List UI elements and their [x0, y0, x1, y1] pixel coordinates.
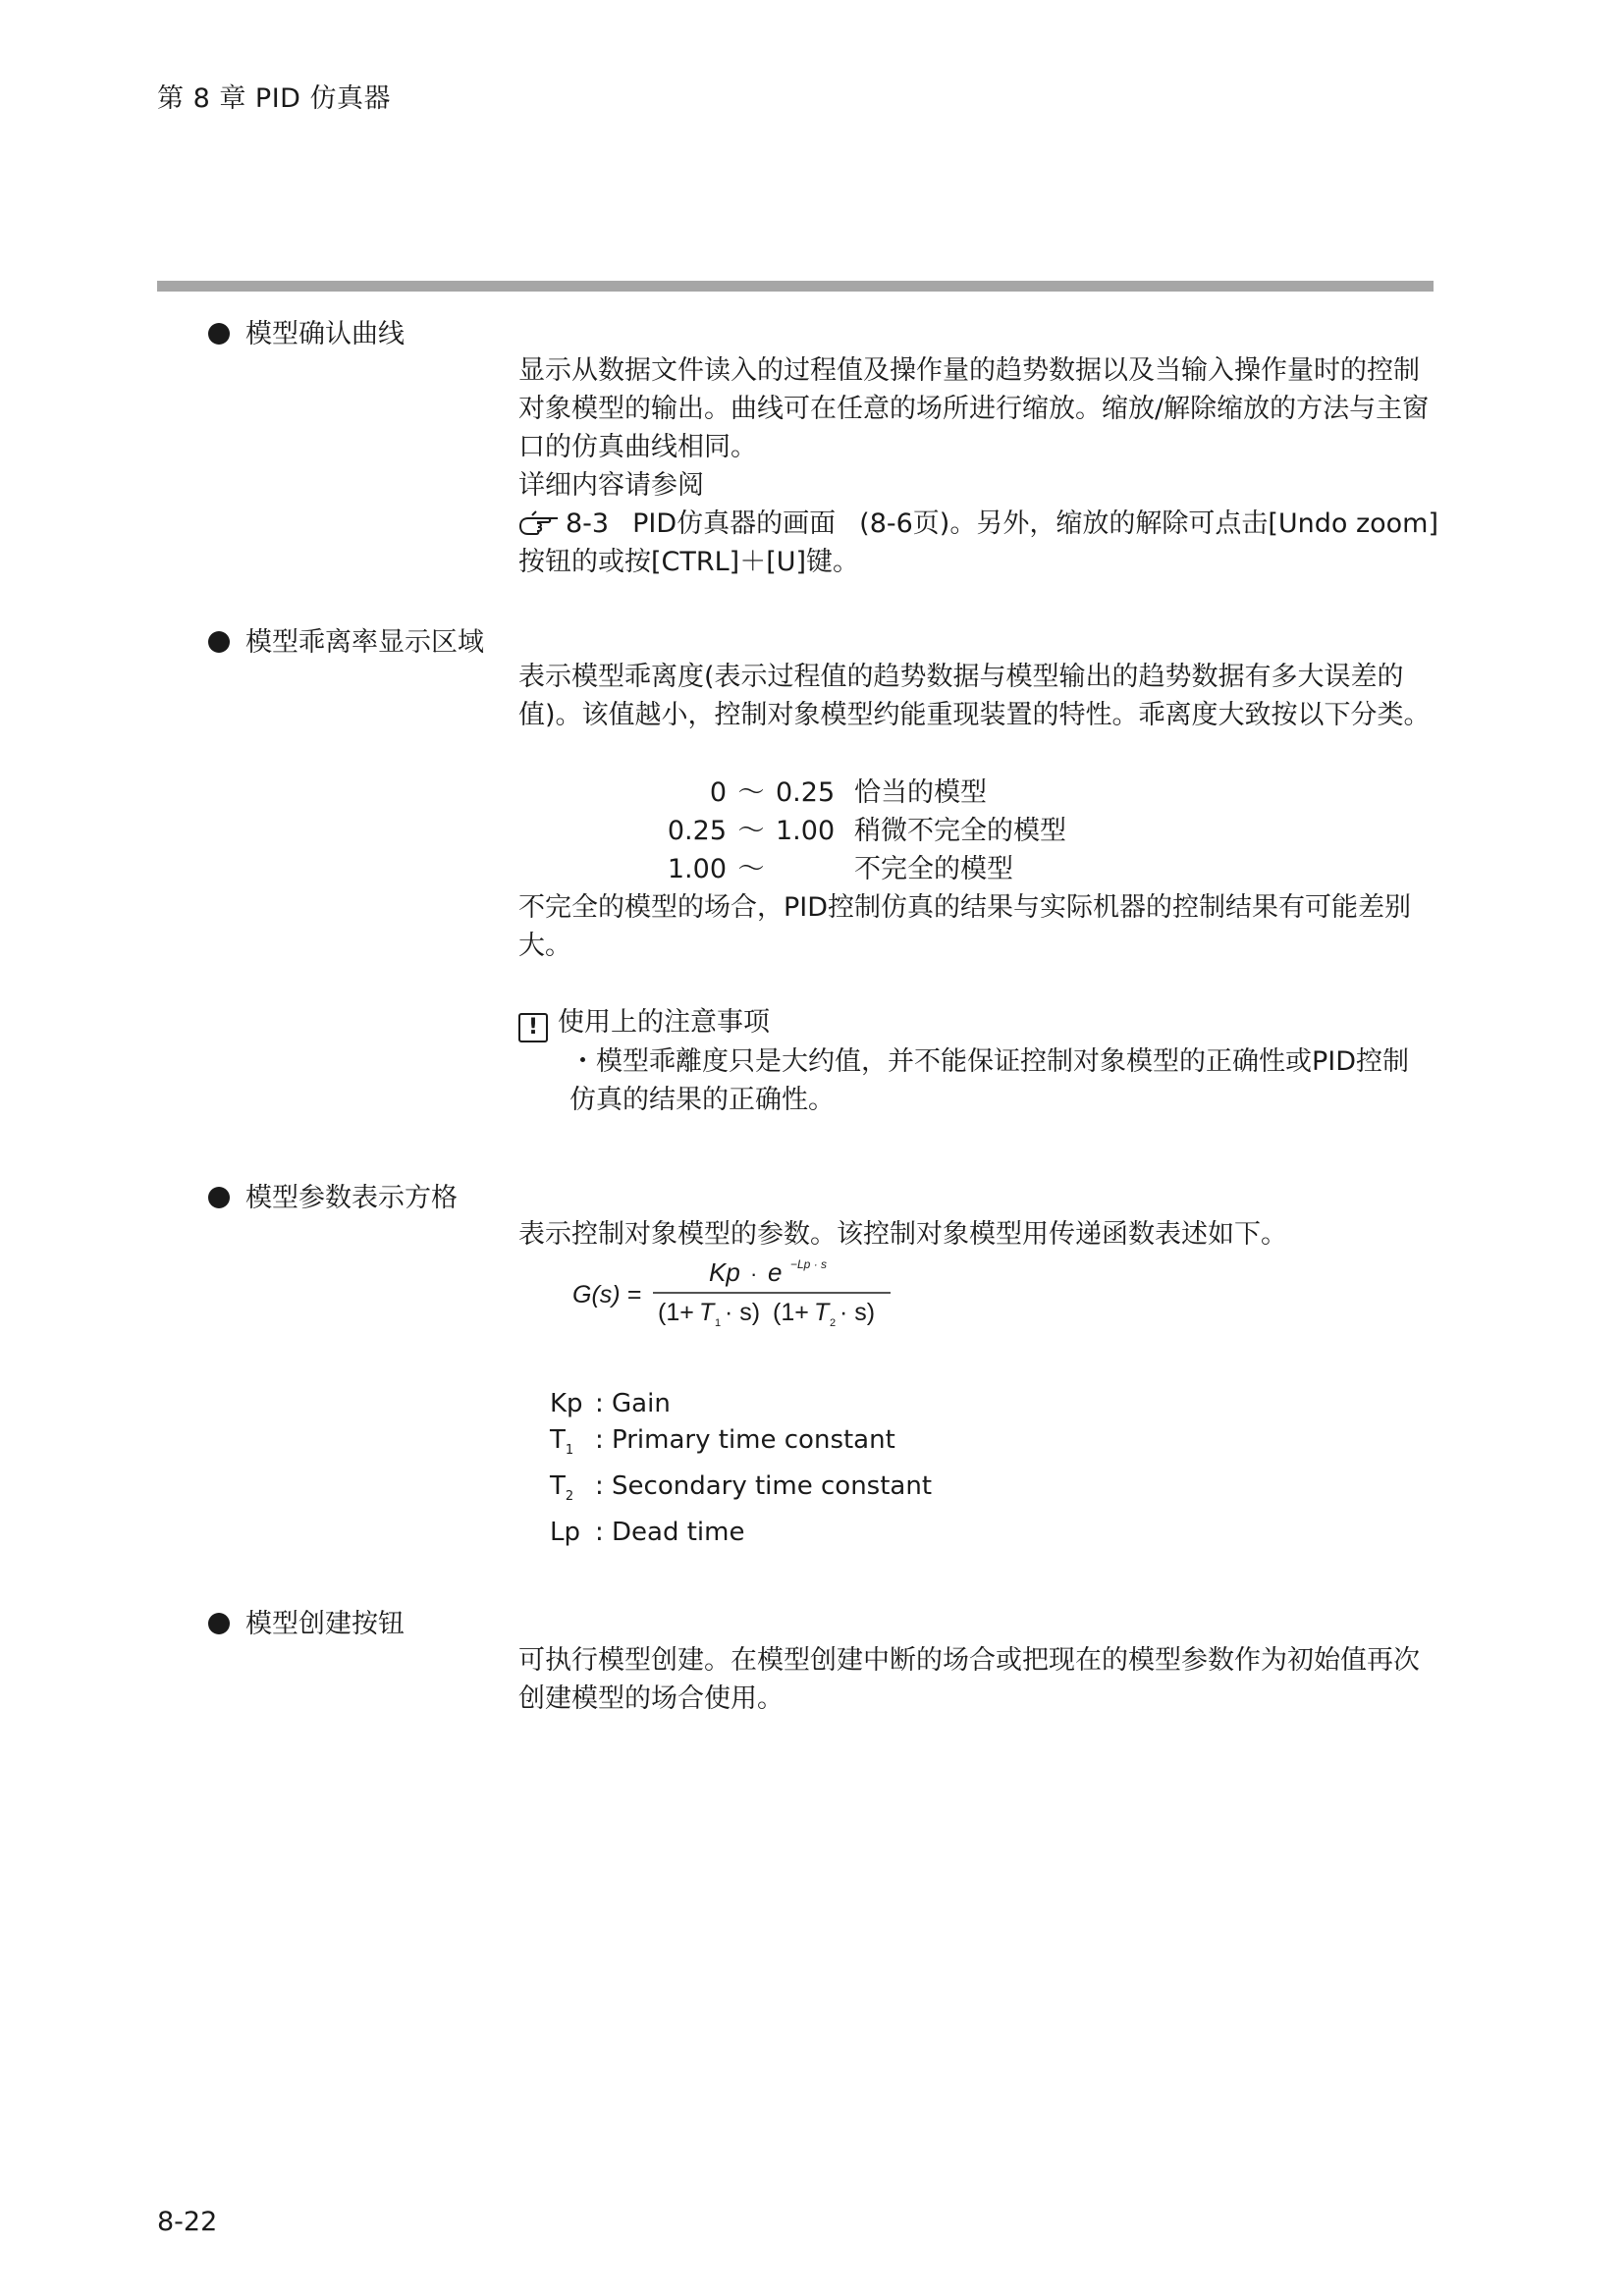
reference-line: [518, 505, 1439, 543]
pointing-hand-icon: [518, 510, 560, 536]
deviation-note: [518, 888, 1432, 965]
ref-page: (8-6页): [859, 508, 950, 539]
parameter-legend: [550, 1386, 932, 1551]
bullet-icon: [208, 631, 230, 653]
section-heading-model-create-button: 模型创建按钮: [208, 1602, 405, 1640]
formula-t1-sub: 1: [715, 1317, 722, 1329]
parameter-row: Lp : Dead time: [550, 1518, 745, 1548]
ref-tail: 。另外，缩放的解除可点击[Undo zoom]: [949, 508, 1439, 539]
section-heading-model-parameters: 模型参数表示方格: [208, 1176, 458, 1214]
transfer-function-formula: [565, 1252, 918, 1330]
paragraph: 显示从数据文件读入的过程值及操作量的趋势数据以及当输入操作量时的控制对象模型的输出。曲线可在任意的场所进行缩放。缩放/解除缩放的方法与主窗口的仿真曲线相同。: [518, 355, 1430, 462]
chapter-title: 第 8 章 PID 仿真器: [157, 83, 392, 114]
bullet-icon: [208, 1613, 230, 1634]
formula-lhs: G(s) =: [572, 1281, 642, 1308]
bullet-icon: [208, 1187, 230, 1208]
warning-icon: !: [518, 1013, 548, 1042]
formula-den2-close: · s): [839, 1299, 876, 1326]
paragraph: 不完全的模型的场合，PID控制仿真的结果与实际机器的控制结果有可能差别大。: [518, 892, 1412, 961]
formula-dot: ·: [750, 1261, 758, 1286]
notice-heading: ! 使用上的注意事项: [518, 1003, 770, 1042]
ref-title[interactable]: PID仿真器的画面: [632, 508, 837, 539]
section-divider: [157, 281, 1434, 292]
section-body-model-check-curve: [518, 351, 1439, 581]
paragraph: 表示控制对象模型的参数。该控制对象模型用传递函数表述如下。: [518, 1219, 1287, 1250]
parameter-row: $T_2$ : Secondary time constant: [550, 1471, 933, 1505]
range-row: 0 ～ 0.25 恰当的模型: [709, 777, 987, 808]
formula-t2-sub: 2: [830, 1317, 837, 1329]
notice-item: ・模型乖離度只是大约值，并不能保证控制对象模型的正确性或PID控制仿真的结果的正确性。: [569, 1046, 1410, 1115]
parameter-row: $T_1$ : Primary time constant: [550, 1425, 895, 1459]
section-heading-model-check-curve: 模型确认曲线: [208, 312, 405, 350]
paragraph: 表示模型乖离度(表示过程值的趋势数据与模型输出的趋势数据有多大误差的值)。该值越小，控制对象模型约能重现装置的特性。乖离度大致按以下分类。: [518, 662, 1431, 730]
formula-t1: T: [699, 1299, 715, 1326]
formula-e: e: [768, 1257, 783, 1287]
paragraph: 可执行模型创建。在模型创建中断的场合或把现在的模型参数作为初始值再次创建模型的场合使用。: [518, 1645, 1420, 1714]
section-body-deviation-area: [518, 658, 1432, 734]
bullet-icon: [208, 323, 230, 345]
range-row: 0.25 ～ 1.00 稍微不完全的模型: [667, 816, 1066, 846]
section-body-model-create-button: [518, 1641, 1432, 1718]
section-body-model-parameters: [518, 1215, 1432, 1254]
paragraph: 详细内容请参阅: [518, 470, 704, 501]
formula-den1-open: (1+: [658, 1299, 694, 1326]
formula-kp: Kp: [709, 1257, 740, 1287]
page-number: 8-22: [157, 2207, 218, 2237]
formula-den2-open: (1+: [773, 1299, 809, 1326]
range-row: 1.00 ～ 不完全的模型: [667, 854, 1013, 884]
formula-den1-close: · s): [725, 1299, 761, 1326]
deviation-range-table: [569, 774, 1066, 888]
formula-exponent: −Lp · s: [790, 1257, 828, 1271]
paragraph: 按钮的或按[CTRL]＋[U]键。: [518, 547, 860, 577]
formula-t2: T: [814, 1299, 830, 1326]
ref-section: 8-3: [566, 508, 610, 539]
parameter-row: Kp : Gain: [550, 1389, 671, 1418]
section-heading-deviation-area: 模型乖离率显示区域: [208, 620, 484, 659]
